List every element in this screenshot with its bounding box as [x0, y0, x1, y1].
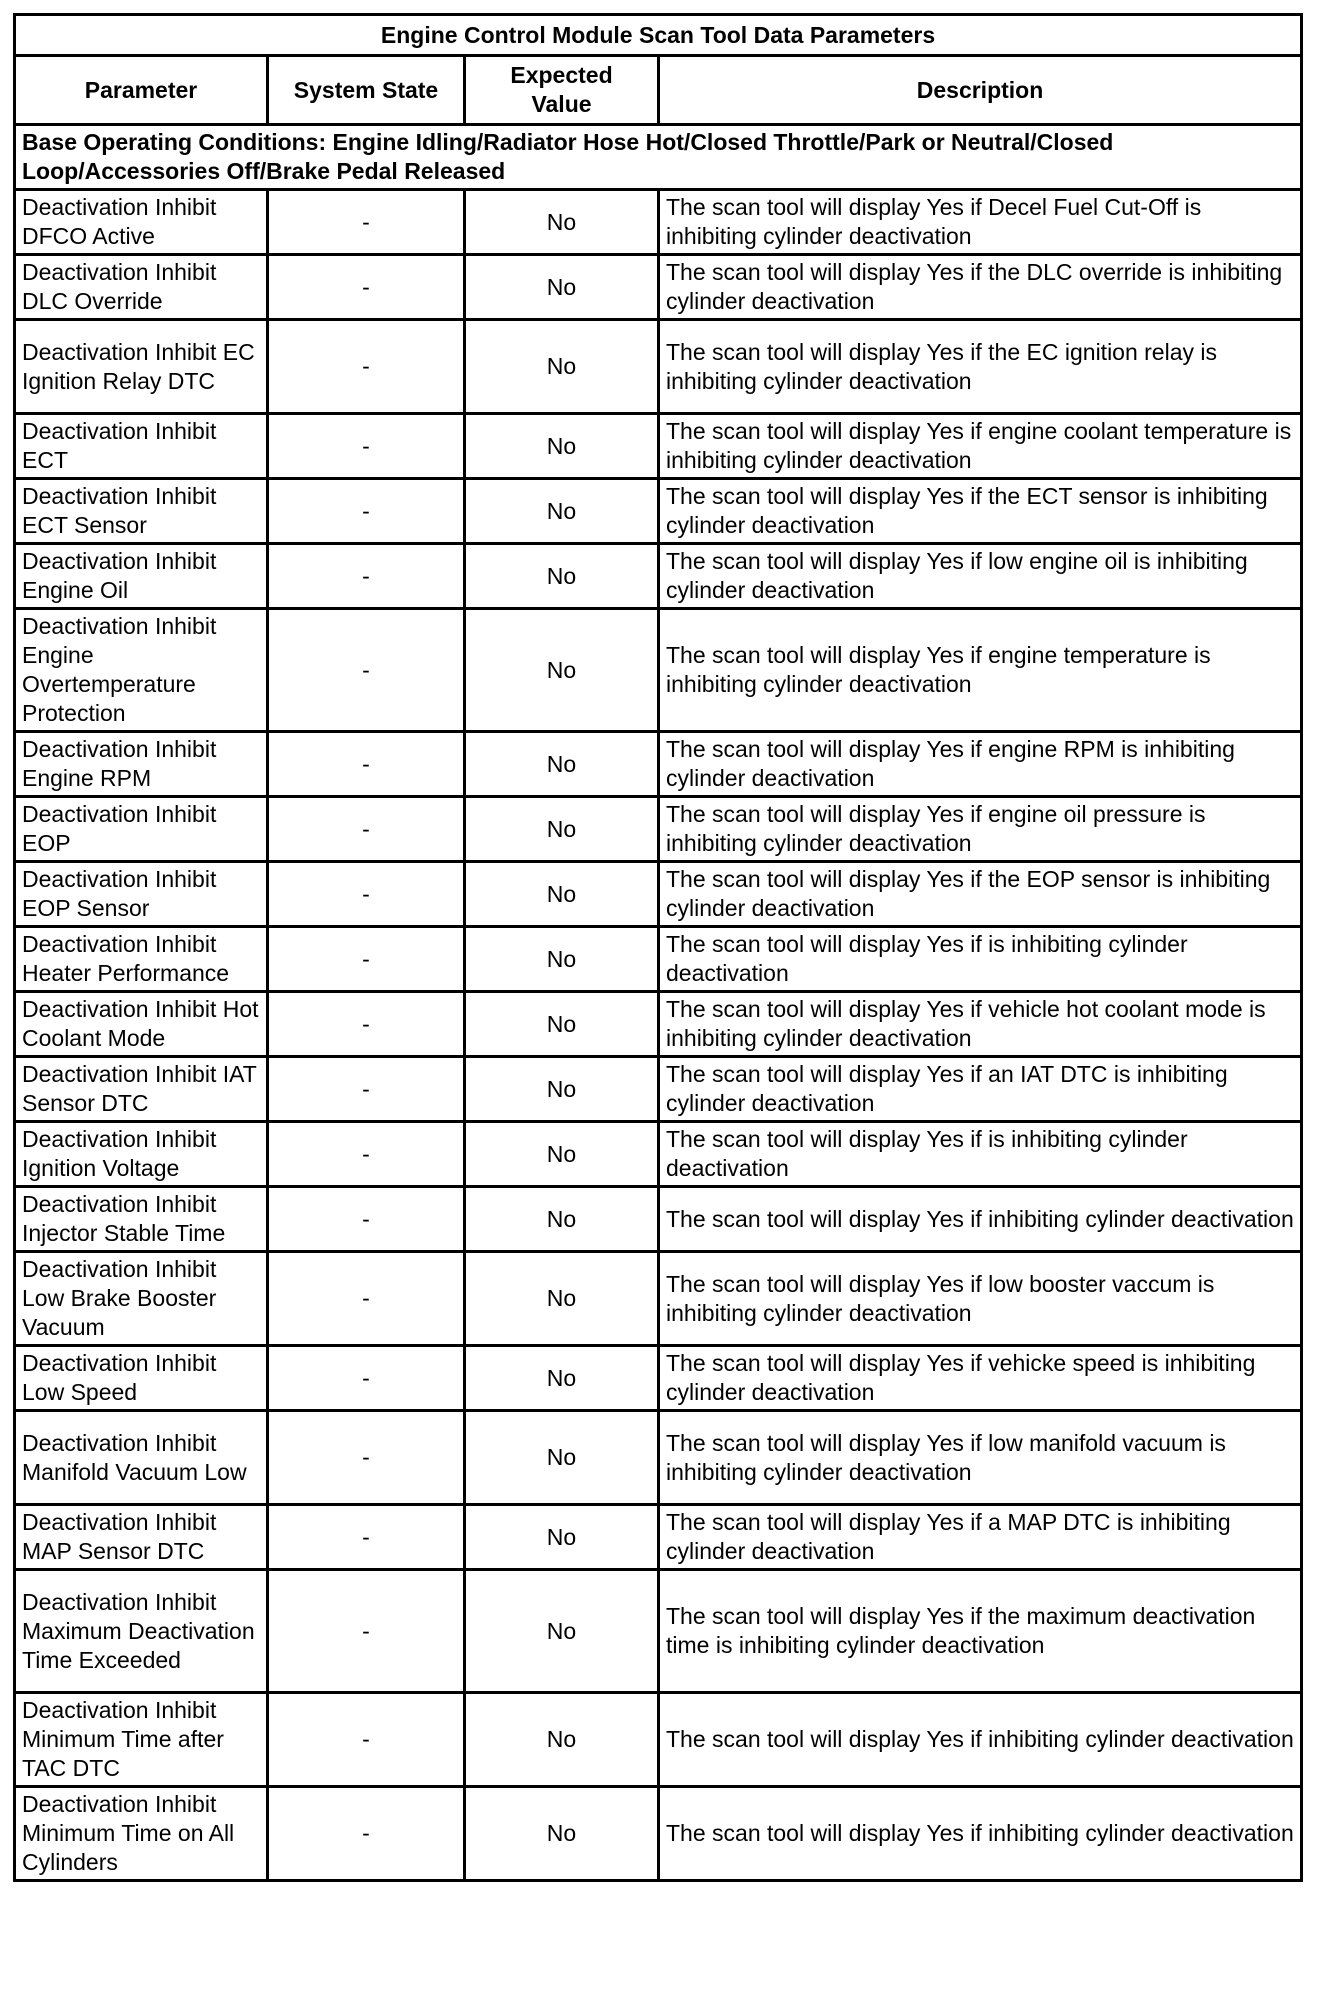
parameter-cell: Deactivation Inhibit Injector Stable Time — [15, 1187, 268, 1252]
scan-tool-data-table — [13, 13, 1303, 1882]
description-cell: The scan tool will display Yes if low manifold vacuum is inhibiting cylinder deactivation — [659, 1411, 1302, 1505]
parameter-cell: Deactivation Inhibit Ignition Voltage — [15, 1122, 268, 1187]
system-state-cell: - — [268, 797, 465, 862]
description-cell: The scan tool will display Yes if inhibiting cylinder deactivation — [659, 1693, 1302, 1787]
expected-value-cell: No — [465, 927, 659, 992]
system-state-cell: - — [268, 544, 465, 609]
parameter-cell: Deactivation Inhibit Minimum Time on All Cylinders — [15, 1787, 268, 1881]
system-state-cell: - — [268, 862, 465, 927]
expected-value-cell: No — [465, 479, 659, 544]
parameter-cell: Deactivation Inhibit Engine Oil — [15, 544, 268, 609]
description-cell: The scan tool will display Yes if engine coolant temperature is inhibiting cylinder deactivation — [659, 414, 1302, 479]
table-row — [15, 732, 1302, 797]
system-state-cell: - — [268, 414, 465, 479]
column-header-row — [15, 56, 1302, 125]
expected-value-cell: No — [465, 1570, 659, 1693]
table-row — [15, 1787, 1302, 1881]
system-state-cell: - — [268, 1505, 465, 1570]
parameter-cell: Deactivation Inhibit DFCO Active — [15, 190, 268, 255]
expected-header-line2: Value — [531, 91, 592, 117]
description-cell: The scan tool will display Yes if vehicke speed is inhibiting cylinder deactivation — [659, 1346, 1302, 1411]
table-title-row — [15, 15, 1302, 56]
description-cell: The scan tool will display Yes if inhibiting cylinder deactivation — [659, 1187, 1302, 1252]
table-row — [15, 1057, 1302, 1122]
system-state-cell: - — [268, 1693, 465, 1787]
expected-value-cell: No — [465, 609, 659, 732]
description-cell: The scan tool will display Yes if is inhibiting cylinder deactivation — [659, 1122, 1302, 1187]
expected-value-cell: No — [465, 862, 659, 927]
expected-value-cell: No — [465, 1693, 659, 1787]
table-row — [15, 320, 1302, 414]
description-cell: The scan tool will display Yes if the EOP sensor is inhibiting cylinder deactivation — [659, 862, 1302, 927]
description-cell: The scan tool will display Yes if the ECT sensor is inhibiting cylinder deactivation — [659, 479, 1302, 544]
table-row — [15, 862, 1302, 927]
description-cell: The scan tool will display Yes if a MAP DTC is inhibiting cylinder deactivation — [659, 1505, 1302, 1570]
parameter-cell: Deactivation Inhibit EC Ignition Relay DTC — [15, 320, 268, 414]
parameter-cell: Deactivation Inhibit ECT — [15, 414, 268, 479]
section-row — [15, 125, 1302, 190]
system-state-cell: - — [268, 992, 465, 1057]
description-cell: The scan tool will display Yes if low engine oil is inhibiting cylinder deactivation — [659, 544, 1302, 609]
expected-value-cell: No — [465, 1057, 659, 1122]
column-header-system-state: System State — [268, 56, 465, 125]
parameter-cell: Deactivation Inhibit Low Speed — [15, 1346, 268, 1411]
parameter-cell: Deactivation Inhibit Minimum Time after TAC DTC — [15, 1693, 268, 1787]
table-row — [15, 479, 1302, 544]
expected-value-cell: No — [465, 1346, 659, 1411]
system-state-cell: - — [268, 1346, 465, 1411]
table-row — [15, 255, 1302, 320]
table-row — [15, 1122, 1302, 1187]
column-header-parameter: Parameter — [15, 56, 268, 125]
description-cell: The scan tool will display Yes if low booster vaccum is inhibiting cylinder deactivation — [659, 1252, 1302, 1346]
expected-value-cell: No — [465, 1787, 659, 1881]
parameter-cell: Deactivation Inhibit Hot Coolant Mode — [15, 992, 268, 1057]
table-row — [15, 1346, 1302, 1411]
parameter-cell: Deactivation Inhibit EOP Sensor — [15, 862, 268, 927]
expected-value-cell: No — [465, 992, 659, 1057]
system-state-cell: - — [268, 1057, 465, 1122]
expected-value-cell: No — [465, 1122, 659, 1187]
expected-value-cell: No — [465, 1505, 659, 1570]
column-header-description: Description — [659, 56, 1302, 125]
system-state-cell: - — [268, 1570, 465, 1693]
parameter-cell: Deactivation Inhibit Manifold Vacuum Low — [15, 1411, 268, 1505]
parameter-cell: Deactivation Inhibit ECT Sensor — [15, 479, 268, 544]
description-cell: The scan tool will display Yes if inhibiting cylinder deactivation — [659, 1787, 1302, 1881]
parameter-cell: Deactivation Inhibit Maximum Deactivation Time Exceeded — [15, 1570, 268, 1693]
expected-value-cell: No — [465, 797, 659, 862]
table-row — [15, 797, 1302, 862]
description-cell: The scan tool will display Yes if engine RPM is inhibiting cylinder deactivation — [659, 732, 1302, 797]
document-page — [13, 13, 1300, 1882]
parameter-cell: Deactivation Inhibit IAT Sensor DTC — [15, 1057, 268, 1122]
system-state-cell: - — [268, 320, 465, 414]
system-state-cell: - — [268, 1187, 465, 1252]
system-state-cell: - — [268, 479, 465, 544]
table-row — [15, 1252, 1302, 1346]
description-cell: The scan tool will display Yes if Decel Fuel Cut-Off is inhibiting cylinder deactivation — [659, 190, 1302, 255]
table-row — [15, 190, 1302, 255]
expected-value-cell: No — [465, 544, 659, 609]
description-cell: The scan tool will display Yes if vehicle hot coolant mode is inhibiting cylinder deactivation — [659, 992, 1302, 1057]
column-header-expected-value — [465, 56, 659, 125]
system-state-cell: - — [268, 609, 465, 732]
parameter-cell: Deactivation Inhibit Engine Overtemperature Protection — [15, 609, 268, 732]
expected-value-cell: No — [465, 414, 659, 479]
expected-header-line1: Expected — [510, 62, 613, 88]
description-cell: The scan tool will display Yes if the maximum deactivation time is inhibiting cylinder deactivation — [659, 1570, 1302, 1693]
table-row — [15, 927, 1302, 992]
parameter-cell: Deactivation Inhibit Heater Performance — [15, 927, 268, 992]
system-state-cell: - — [268, 732, 465, 797]
system-state-cell: - — [268, 1122, 465, 1187]
expected-value-cell: No — [465, 255, 659, 320]
table-row — [15, 414, 1302, 479]
table-row — [15, 1505, 1302, 1570]
parameter-cell: Deactivation Inhibit DLC Override — [15, 255, 268, 320]
table-row — [15, 1693, 1302, 1787]
table-row — [15, 1570, 1302, 1693]
description-cell: The scan tool will display Yes if is inhibiting cylinder deactivation — [659, 927, 1302, 992]
expected-value-cell: No — [465, 190, 659, 255]
parameter-cell: Deactivation Inhibit Low Brake Booster Vacuum — [15, 1252, 268, 1346]
expected-value-cell: No — [465, 1411, 659, 1505]
system-state-cell: - — [268, 190, 465, 255]
expected-value-cell: No — [465, 1252, 659, 1346]
system-state-cell: - — [268, 1411, 465, 1505]
parameter-cell: Deactivation Inhibit EOP — [15, 797, 268, 862]
section-conditions: Base Operating Conditions: Engine Idling/Radiator Hose Hot/Closed Throttle/Park or Neutral/Closed Loop/Accessories Off/Brake Pedal Released — [15, 125, 1302, 190]
expected-value-cell: No — [465, 320, 659, 414]
table-title: Engine Control Module Scan Tool Data Parameters — [15, 15, 1302, 56]
description-cell: The scan tool will display Yes if the EC ignition relay is inhibiting cylinder deactivation — [659, 320, 1302, 414]
table-row — [15, 1187, 1302, 1252]
system-state-cell: - — [268, 1787, 465, 1881]
table-row — [15, 609, 1302, 732]
description-cell: The scan tool will display Yes if engine temperature is inhibiting cylinder deactivation — [659, 609, 1302, 732]
table-row — [15, 1411, 1302, 1505]
expected-value-cell: No — [465, 732, 659, 797]
expected-value-cell: No — [465, 1187, 659, 1252]
description-cell: The scan tool will display Yes if an IAT DTC is inhibiting cylinder deactivation — [659, 1057, 1302, 1122]
description-cell: The scan tool will display Yes if the DLC override is inhibiting cylinder deactivation — [659, 255, 1302, 320]
parameter-cell: Deactivation Inhibit MAP Sensor DTC — [15, 1505, 268, 1570]
description-cell: The scan tool will display Yes if engine oil pressure is inhibiting cylinder deactivation — [659, 797, 1302, 862]
system-state-cell: - — [268, 927, 465, 992]
table-row — [15, 992, 1302, 1057]
table-row — [15, 544, 1302, 609]
parameter-cell: Deactivation Inhibit Engine RPM — [15, 732, 268, 797]
system-state-cell: - — [268, 255, 465, 320]
system-state-cell: - — [268, 1252, 465, 1346]
